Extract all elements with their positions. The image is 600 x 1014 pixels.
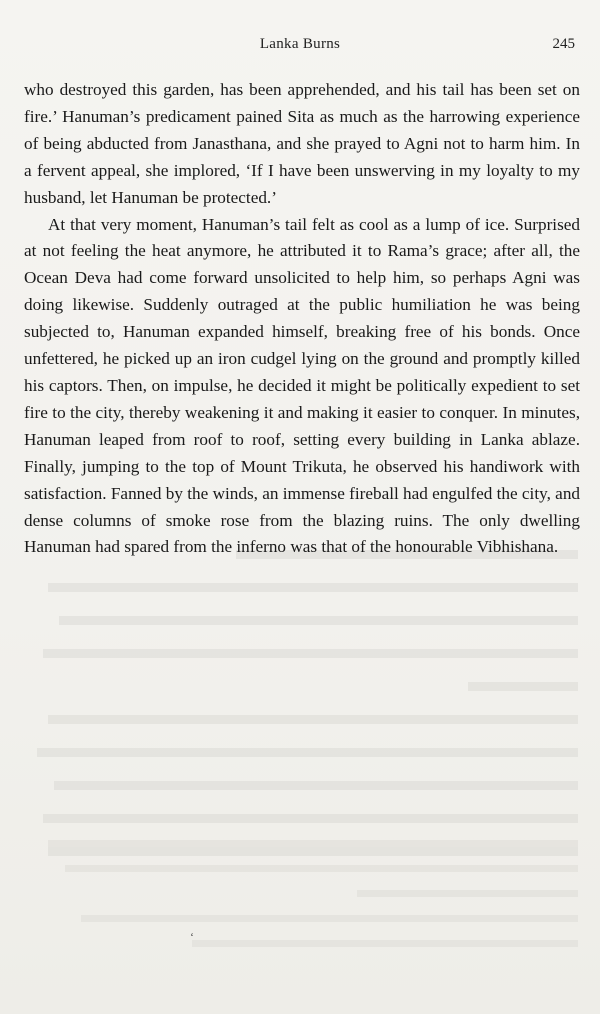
paragraph-2: At that very moment, Hanuman’s tail felt as cool as a lump of ice. Surprised at not feeling the heat anymore, he attributed it to Rama’s grace; after all, the Ocean Deva had come forward unsolicited to help him, so perhaps Agni was doing likewise. Suddenly outraged at the public humiliation he was being subjected to, Hanuman expanded himself, breaking free of his bonds. Once unfettered, he picked up an iron cudgel lying on the ground and promptly killed his captors. Then, on impulse, he decided it might be politically expedient to set fire to the city, thereby weakening it and making it easier to conquer. In minutes, Hanuman leaped from roof to roof, setting every building in Lanka ablaze. Finally, jumping to the top of Mount Trikuta, he observed his handiwork with satisfaction. Fanned by the winds, an immense fireball had engulfed the city, and dense columns of smoke rose from the blazing ruins. The only dwelling Hanuman had spared from the inferno was that of the honourable Vibhishana.	[24, 214, 580, 557]
paragraph-1: who destroyed this garden, has been apprehended, and his tail has been set on fire.’ Hanuman’s predicament pained Sita as much as the harrowing experience of being abducted from Janasthana, and she prayed to Agni not to harm him. In a fervent appeal, she implored, ‘If I have been unswerving in my loyalty to my husband, let Hanuman be protected.’	[24, 80, 580, 207]
show-through-footnotes	[26, 840, 578, 960]
body-text	[24, 77, 580, 561]
page-number: 245	[552, 36, 575, 52]
running-title: Lanka Burns	[259, 36, 341, 52]
stray-mark: ‘	[190, 930, 194, 944]
show-through-texture	[26, 540, 578, 870]
running-header	[0, 36, 600, 58]
